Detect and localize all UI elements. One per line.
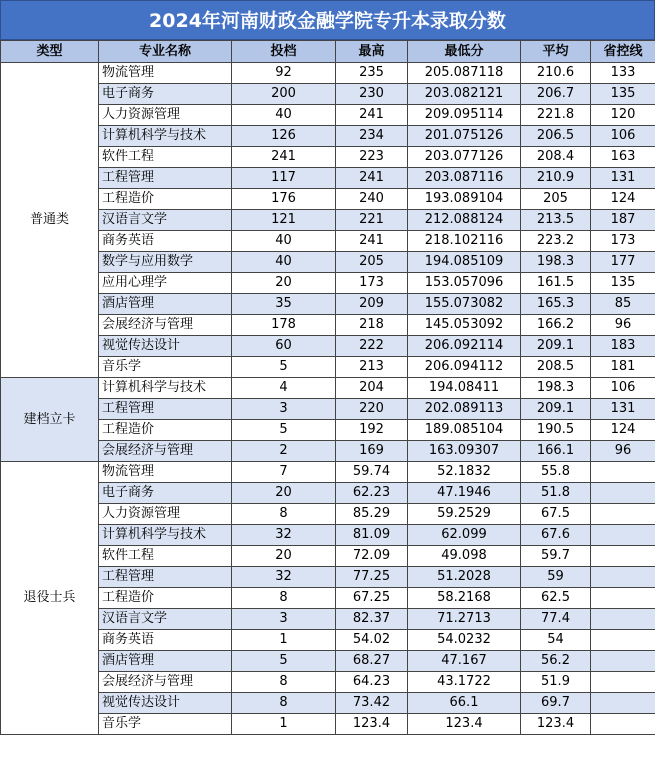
min-cell: 202.089113 — [408, 399, 521, 420]
control-line-cell — [591, 567, 655, 588]
control-line-cell: 187 — [591, 210, 655, 231]
table-row — [1, 147, 655, 168]
table-row — [1, 651, 655, 672]
control-line-cell — [591, 588, 655, 609]
min-cell: 51.2028 — [408, 567, 521, 588]
avg-cell: 55.8 — [521, 462, 591, 483]
min-cell: 203.082121 — [408, 84, 521, 105]
avg-cell: 210.9 — [521, 168, 591, 189]
min-cell: 206.092114 — [408, 336, 521, 357]
major-cell: 视觉传达设计 — [99, 336, 232, 357]
min-cell: 49.098 — [408, 546, 521, 567]
max-cell: 204 — [336, 378, 408, 399]
major-cell: 计算机科学与技术 — [99, 126, 232, 147]
table-row — [1, 189, 655, 210]
control-line-cell — [591, 651, 655, 672]
max-cell: 72.09 — [336, 546, 408, 567]
major-cell: 汉语言文学 — [99, 210, 232, 231]
min-cell: 153.057096 — [408, 273, 521, 294]
min-cell: 43.1722 — [408, 672, 521, 693]
max-cell: 62.23 — [336, 483, 408, 504]
table-row — [1, 420, 655, 441]
max-cell: 68.27 — [336, 651, 408, 672]
admitted-cell: 8 — [232, 672, 336, 693]
max-cell: 241 — [336, 231, 408, 252]
control-line-cell: 133 — [591, 63, 655, 84]
group-type-cell: 建档立卡 — [1, 378, 99, 462]
avg-cell: 223.2 — [521, 231, 591, 252]
max-cell: 213 — [336, 357, 408, 378]
admitted-cell: 5 — [232, 357, 336, 378]
table-row — [1, 504, 655, 525]
control-line-cell: 177 — [591, 252, 655, 273]
max-cell: 77.25 — [336, 567, 408, 588]
max-cell: 235 — [336, 63, 408, 84]
admitted-cell: 60 — [232, 336, 336, 357]
admitted-cell: 8 — [232, 504, 336, 525]
control-line-cell — [591, 462, 655, 483]
table-row — [1, 567, 655, 588]
control-line-cell: 131 — [591, 399, 655, 420]
header-major: 专业名称 — [99, 41, 232, 63]
table-body — [1, 63, 655, 735]
admitted-cell: 4 — [232, 378, 336, 399]
major-cell: 汉语言文学 — [99, 609, 232, 630]
admitted-cell: 32 — [232, 567, 336, 588]
max-cell: 81.09 — [336, 525, 408, 546]
min-cell: 163.09307 — [408, 441, 521, 462]
min-cell: 54.0232 — [408, 630, 521, 651]
max-cell: 173 — [336, 273, 408, 294]
major-cell: 酒店管理 — [99, 651, 232, 672]
control-line-cell: 96 — [591, 441, 655, 462]
major-cell: 物流管理 — [99, 462, 232, 483]
avg-cell: 123.4 — [521, 714, 591, 735]
admitted-cell: 32 — [232, 525, 336, 546]
admitted-cell: 7 — [232, 462, 336, 483]
table-row — [1, 714, 655, 735]
control-line-cell: 85 — [591, 294, 655, 315]
table-row — [1, 273, 655, 294]
admitted-cell: 126 — [232, 126, 336, 147]
control-line-cell — [591, 546, 655, 567]
min-cell: 206.094112 — [408, 357, 521, 378]
major-cell: 会展经济与管理 — [99, 441, 232, 462]
control-line-cell: 163 — [591, 147, 655, 168]
admitted-cell: 8 — [232, 693, 336, 714]
table-row — [1, 315, 655, 336]
control-line-cell: 120 — [591, 105, 655, 126]
admitted-cell: 3 — [232, 609, 336, 630]
major-cell: 计算机科学与技术 — [99, 378, 232, 399]
avg-cell: 208.4 — [521, 147, 591, 168]
major-cell: 音乐学 — [99, 357, 232, 378]
control-line-cell — [591, 630, 655, 651]
header-max: 最高 — [336, 41, 408, 63]
min-cell: 62.099 — [408, 525, 521, 546]
min-cell: 66.1 — [408, 693, 521, 714]
max-cell: 85.29 — [336, 504, 408, 525]
max-cell: 240 — [336, 189, 408, 210]
admitted-cell: 178 — [232, 315, 336, 336]
min-cell: 189.085104 — [408, 420, 521, 441]
admitted-cell: 5 — [232, 420, 336, 441]
control-line-cell — [591, 525, 655, 546]
max-cell: 67.25 — [336, 588, 408, 609]
avg-cell: 77.4 — [521, 609, 591, 630]
major-cell: 工程造价 — [99, 189, 232, 210]
avg-cell: 59.7 — [521, 546, 591, 567]
avg-cell: 209.1 — [521, 336, 591, 357]
major-cell: 人力资源管理 — [99, 105, 232, 126]
min-cell: 193.089104 — [408, 189, 521, 210]
control-line-cell — [591, 672, 655, 693]
admitted-cell: 1 — [232, 714, 336, 735]
max-cell: 241 — [336, 168, 408, 189]
table-row — [1, 126, 655, 147]
min-cell: 155.073082 — [408, 294, 521, 315]
admitted-cell: 200 — [232, 84, 336, 105]
table-row — [1, 672, 655, 693]
min-cell: 145.053092 — [408, 315, 521, 336]
avg-cell: 67.6 — [521, 525, 591, 546]
admitted-cell: 1 — [232, 630, 336, 651]
min-cell: 123.4 — [408, 714, 521, 735]
max-cell: 205 — [336, 252, 408, 273]
admitted-cell: 2 — [232, 441, 336, 462]
avg-cell: 166.2 — [521, 315, 591, 336]
table-row — [1, 84, 655, 105]
admitted-cell: 241 — [232, 147, 336, 168]
table-row — [1, 357, 655, 378]
min-cell: 203.077126 — [408, 147, 521, 168]
max-cell: 169 — [336, 441, 408, 462]
header-control-line: 省控线 — [591, 41, 655, 63]
admitted-cell: 176 — [232, 189, 336, 210]
min-cell: 201.075126 — [408, 126, 521, 147]
min-cell: 58.2168 — [408, 588, 521, 609]
table-row — [1, 105, 655, 126]
control-line-cell: 135 — [591, 273, 655, 294]
admitted-cell: 8 — [232, 588, 336, 609]
max-cell: 241 — [336, 105, 408, 126]
avg-cell: 62.5 — [521, 588, 591, 609]
header-min: 最低分 — [408, 41, 521, 63]
admitted-cell: 20 — [232, 273, 336, 294]
admitted-cell: 5 — [232, 651, 336, 672]
control-line-cell: 181 — [591, 357, 655, 378]
min-cell: 47.1946 — [408, 483, 521, 504]
header-row — [1, 41, 655, 63]
avg-cell: 67.5 — [521, 504, 591, 525]
control-line-cell — [591, 714, 655, 735]
admitted-cell: 92 — [232, 63, 336, 84]
control-line-cell: 106 — [591, 126, 655, 147]
control-line-cell: 96 — [591, 315, 655, 336]
table-row — [1, 483, 655, 504]
min-cell: 52.1832 — [408, 462, 521, 483]
table-row — [1, 336, 655, 357]
avg-cell: 209.1 — [521, 399, 591, 420]
avg-cell: 210.6 — [521, 63, 591, 84]
table-row — [1, 294, 655, 315]
min-cell: 71.2713 — [408, 609, 521, 630]
major-cell: 会展经济与管理 — [99, 672, 232, 693]
max-cell: 123.4 — [336, 714, 408, 735]
major-cell: 应用心理学 — [99, 273, 232, 294]
avg-cell: 221.8 — [521, 105, 591, 126]
min-cell: 209.095114 — [408, 105, 521, 126]
admitted-cell: 40 — [232, 105, 336, 126]
max-cell: 230 — [336, 84, 408, 105]
max-cell: 222 — [336, 336, 408, 357]
control-line-cell: 173 — [591, 231, 655, 252]
table-row — [1, 63, 655, 84]
control-line-cell: 131 — [591, 168, 655, 189]
control-line-cell — [591, 693, 655, 714]
avg-cell: 51.8 — [521, 483, 591, 504]
avg-cell: 51.9 — [521, 672, 591, 693]
max-cell: 59.74 — [336, 462, 408, 483]
major-cell: 计算机科学与技术 — [99, 525, 232, 546]
min-cell: 212.088124 — [408, 210, 521, 231]
major-cell: 商务英语 — [99, 630, 232, 651]
header-type: 类型 — [1, 41, 99, 63]
avg-cell: 198.3 — [521, 252, 591, 273]
max-cell: 234 — [336, 126, 408, 147]
table-row — [1, 210, 655, 231]
max-cell: 221 — [336, 210, 408, 231]
admitted-cell: 121 — [232, 210, 336, 231]
major-cell: 工程造价 — [99, 588, 232, 609]
major-cell: 酒店管理 — [99, 294, 232, 315]
major-cell: 视觉传达设计 — [99, 693, 232, 714]
avg-cell: 59 — [521, 567, 591, 588]
max-cell: 218 — [336, 315, 408, 336]
control-line-cell — [591, 609, 655, 630]
admitted-cell: 117 — [232, 168, 336, 189]
min-cell: 194.085109 — [408, 252, 521, 273]
avg-cell: 208.5 — [521, 357, 591, 378]
avg-cell: 206.7 — [521, 84, 591, 105]
max-cell: 64.23 — [336, 672, 408, 693]
avg-cell: 69.7 — [521, 693, 591, 714]
table-row — [1, 546, 655, 567]
major-cell: 商务英语 — [99, 231, 232, 252]
major-cell: 工程管理 — [99, 168, 232, 189]
min-cell: 205.087118 — [408, 63, 521, 84]
group-type-cell: 退役士兵 — [1, 462, 99, 735]
admitted-cell: 3 — [232, 399, 336, 420]
header-admitted: 投档 — [232, 41, 336, 63]
table-row — [1, 441, 655, 462]
avg-cell: 161.5 — [521, 273, 591, 294]
control-line-cell — [591, 483, 655, 504]
admitted-cell: 20 — [232, 483, 336, 504]
table-title: 2024年河南财政金融学院专升本录取分数 — [0, 0, 655, 40]
major-cell: 工程造价 — [99, 420, 232, 441]
avg-cell: 206.5 — [521, 126, 591, 147]
avg-cell: 56.2 — [521, 651, 591, 672]
control-line-cell — [591, 504, 655, 525]
table-row — [1, 525, 655, 546]
table-row — [1, 588, 655, 609]
admitted-cell: 40 — [232, 252, 336, 273]
max-cell: 192 — [336, 420, 408, 441]
major-cell: 电子商务 — [99, 84, 232, 105]
major-cell: 数学与应用数学 — [99, 252, 232, 273]
table-row — [1, 693, 655, 714]
avg-cell: 54 — [521, 630, 591, 651]
admitted-cell: 40 — [232, 231, 336, 252]
min-cell: 218.102116 — [408, 231, 521, 252]
max-cell: 223 — [336, 147, 408, 168]
table-row — [1, 609, 655, 630]
major-cell: 电子商务 — [99, 483, 232, 504]
table-row — [1, 399, 655, 420]
table-row — [1, 462, 655, 483]
table-row — [1, 630, 655, 651]
major-cell: 物流管理 — [99, 63, 232, 84]
admitted-cell: 35 — [232, 294, 336, 315]
max-cell: 54.02 — [336, 630, 408, 651]
control-line-cell: 124 — [591, 189, 655, 210]
table-row — [1, 168, 655, 189]
major-cell: 人力资源管理 — [99, 504, 232, 525]
control-line-cell: 135 — [591, 84, 655, 105]
min-cell: 47.167 — [408, 651, 521, 672]
avg-cell: 213.5 — [521, 210, 591, 231]
major-cell: 软件工程 — [99, 546, 232, 567]
max-cell: 209 — [336, 294, 408, 315]
group-type-cell: 普通类 — [1, 63, 99, 378]
admission-score-table — [0, 40, 655, 735]
control-line-cell: 124 — [591, 420, 655, 441]
major-cell: 软件工程 — [99, 147, 232, 168]
max-cell: 73.42 — [336, 693, 408, 714]
avg-cell: 198.3 — [521, 378, 591, 399]
control-line-cell: 106 — [591, 378, 655, 399]
min-cell: 194.08411 — [408, 378, 521, 399]
avg-cell: 205 — [521, 189, 591, 210]
major-cell: 工程管理 — [99, 399, 232, 420]
min-cell: 59.2529 — [408, 504, 521, 525]
table-row — [1, 231, 655, 252]
avg-cell: 190.5 — [521, 420, 591, 441]
major-cell: 会展经济与管理 — [99, 315, 232, 336]
avg-cell: 165.3 — [521, 294, 591, 315]
admitted-cell: 20 — [232, 546, 336, 567]
min-cell: 203.087116 — [408, 168, 521, 189]
control-line-cell: 183 — [591, 336, 655, 357]
major-cell: 工程管理 — [99, 567, 232, 588]
max-cell: 220 — [336, 399, 408, 420]
header-avg: 平均 — [521, 41, 591, 63]
table-row — [1, 252, 655, 273]
table-row — [1, 378, 655, 399]
max-cell: 82.37 — [336, 609, 408, 630]
avg-cell: 166.1 — [521, 441, 591, 462]
major-cell: 音乐学 — [99, 714, 232, 735]
